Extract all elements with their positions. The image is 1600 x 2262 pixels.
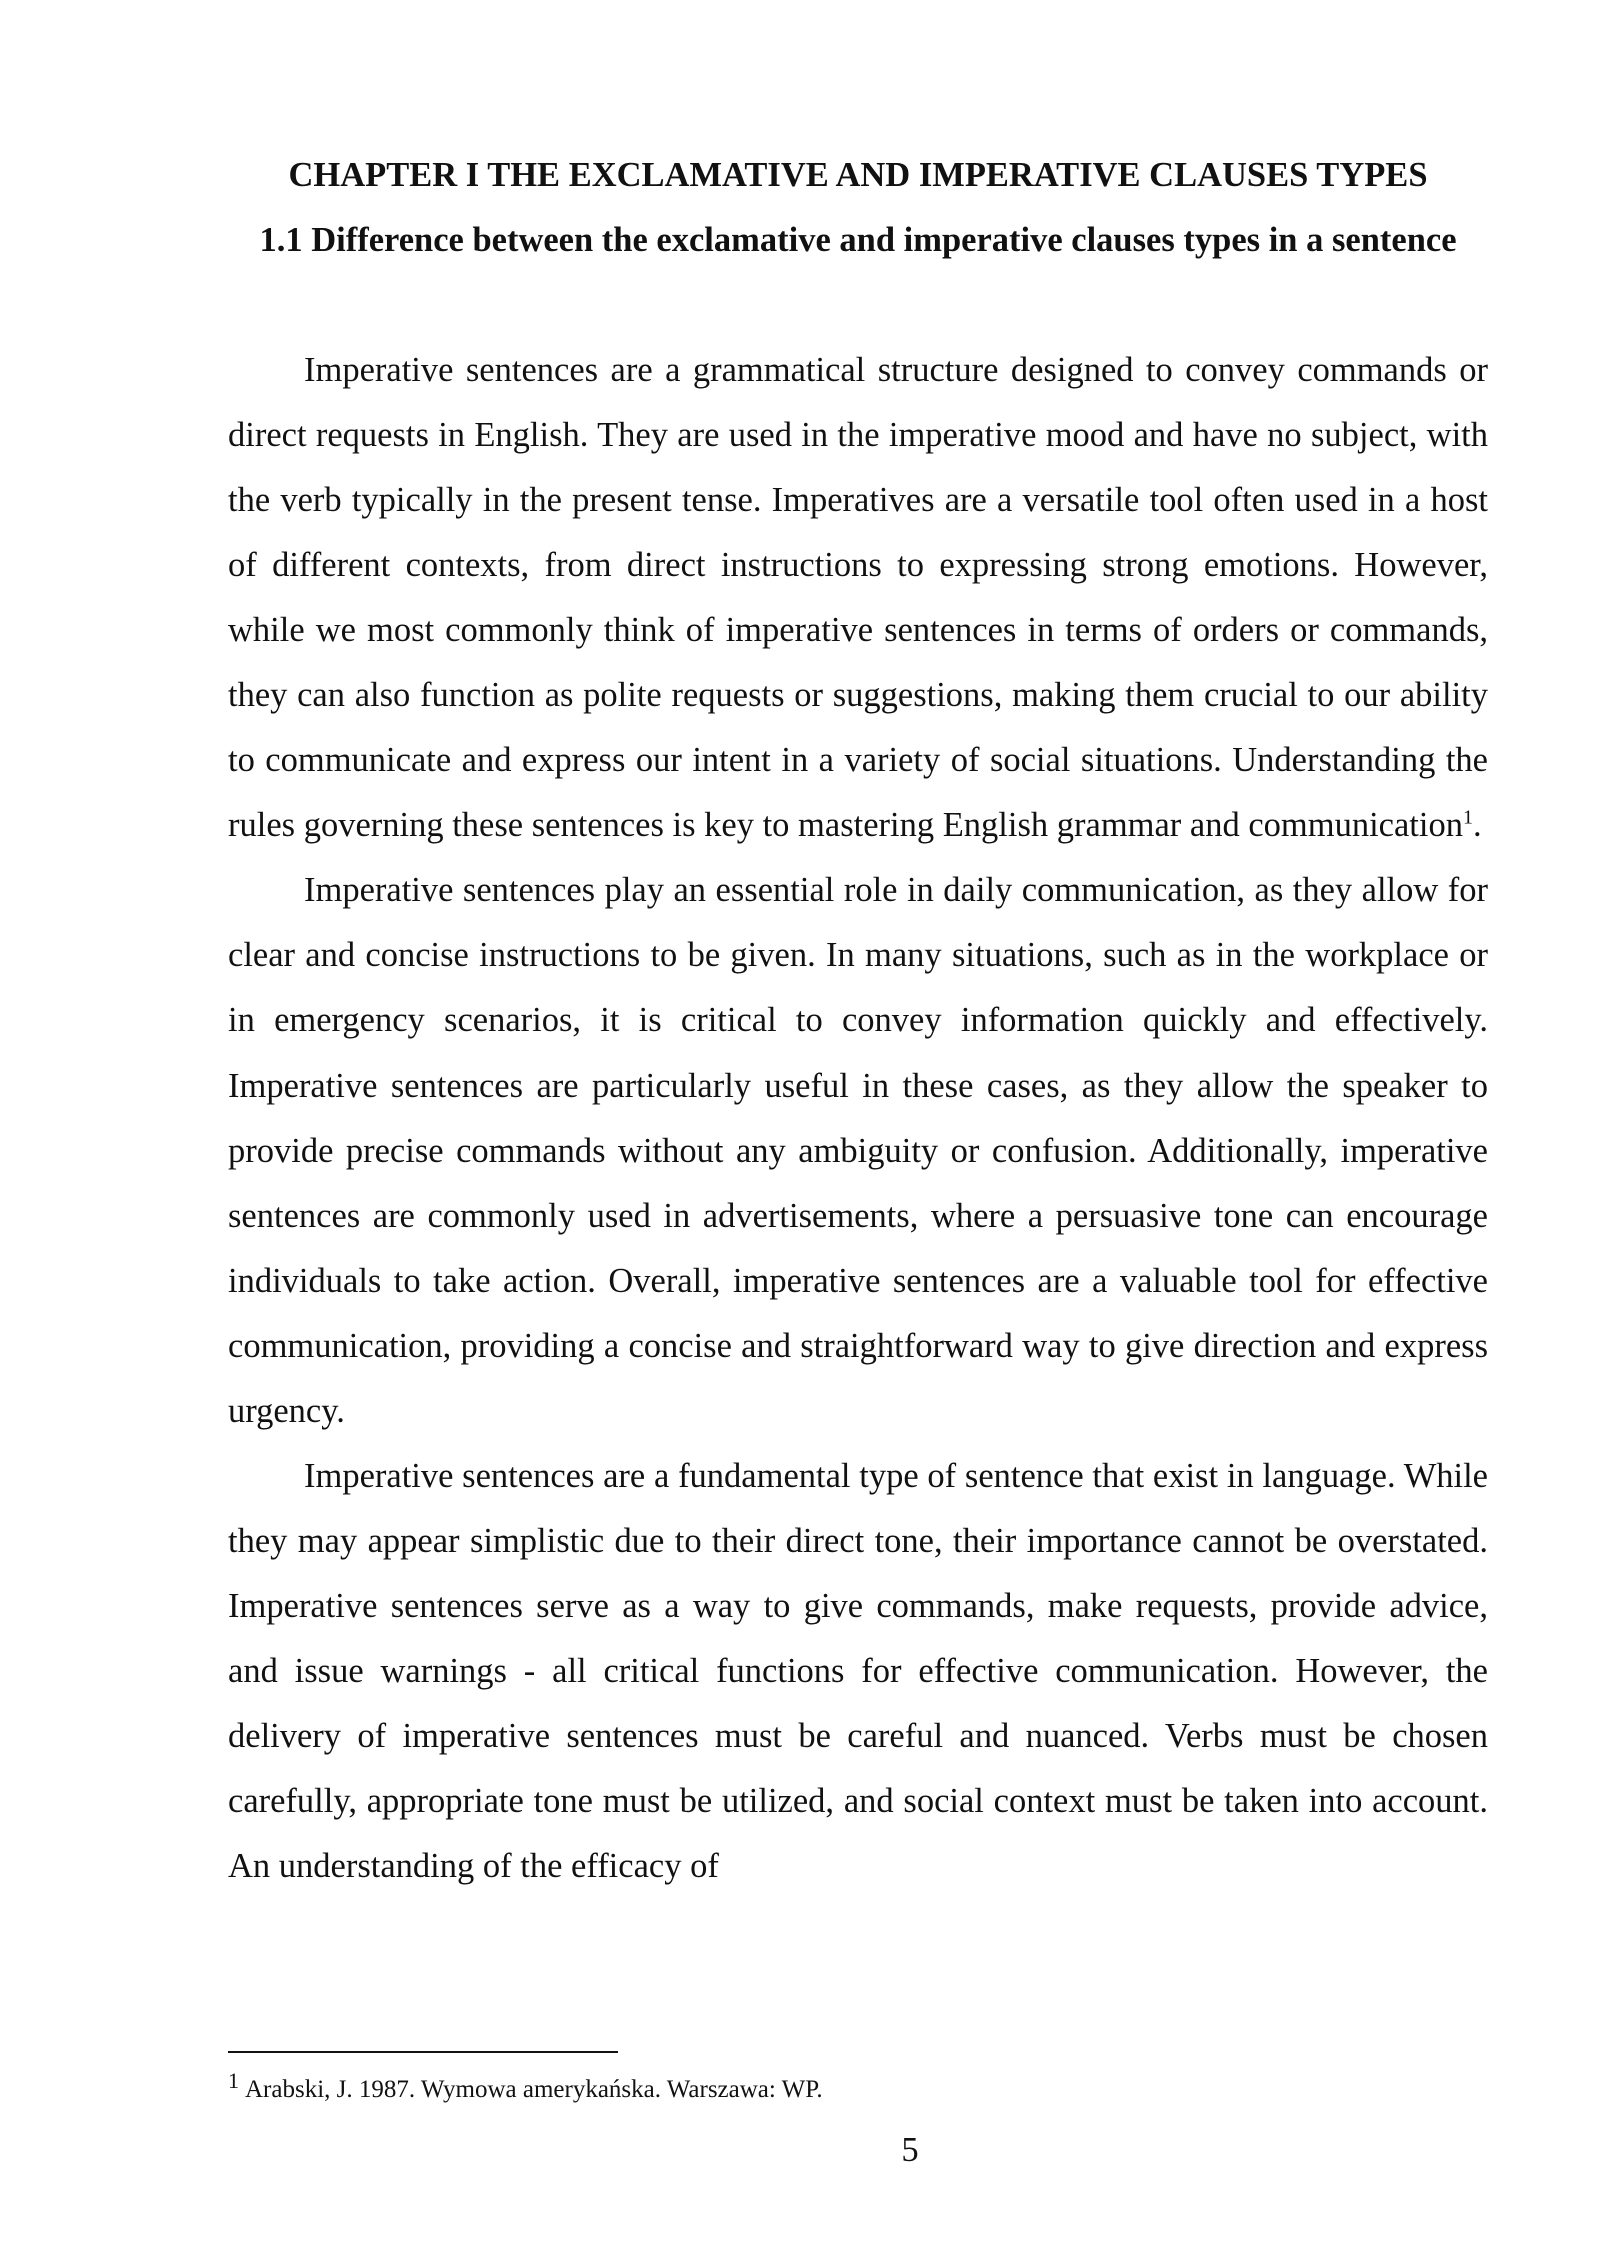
section-title: 1.1 Difference between the exclamative and imperative clauses types in a sentence — [259, 221, 1457, 259]
paragraph-1 — [228, 338, 1488, 858]
page-number: 5 — [901, 2131, 919, 2169]
footnote-text: Arabski, J. 1987. Wymowa amerykańska. Warszawa: WP. — [245, 2076, 823, 2103]
chapter-title: CHAPTER I THE EXCLAMATIVE AND IMPERATIVE CLAUSES TYPES — [288, 156, 1428, 194]
footnote-divider — [228, 2051, 618, 2053]
paragraph-1-end: . — [1472, 806, 1482, 845]
body-text — [228, 338, 1488, 1899]
paragraph-3-text: Imperative sentences are a fundamental type of sentence that exist in language. While they may appear simplistic due to their direct tone, their importance cannot be overstated. Imperative sentences serve as a way to give commands, make requests, provide advice, and issue warnings - all critical functions for effective communication. However, the delivery of imperative sentences must be careful and nuanced. Verbs must be chosen carefully, appropriate tone must be utilized, and social context must be taken into account. An understanding of the efficacy of — [228, 1456, 1488, 1886]
footnote-reference[interactable]: 1 — [1462, 806, 1473, 829]
paragraph-1-text: Imperative sentences are a grammatical structure designed to convey commands or direct requests in English. They are used in the imperative mood and have no subject, with the verb typically in the present tense. Imperatives are a versatile tool often used in a host of different contexts, from direct instructions to expressing strong emotions. However, while we most commonly think of imperative sentences in terms of orders or commands, they can also function as polite requests or suggestions, making them crucial to our ability to communicate and express our intent in a variety of social situations. Understanding the rules governing these sentences is key to mastering English grammar and communication — [228, 351, 1488, 845]
footnote-mark: 1 — [228, 2067, 239, 2093]
paragraph-2-text: Imperative sentences play an essential role in daily communication, as they allow for clear and concise instructions to be given. In many situations, such as in the workplace or in emergency scenarios, it is critical to convey information quickly and effectively. Imperative sentences are particularly useful in these cases, as they allow the speaker to provide precise commands without any ambiguity or confusion. Additionally, imperative sentences are commonly used in advertisements, where a persuasive tone can encourage individuals to take action. Overall, imperative sentences are a valuable tool for effective communication, providing a concise and straightforward way to give direction and express urgency. — [228, 871, 1488, 1430]
paragraph-2 — [228, 858, 1488, 1443]
footnote — [228, 2067, 1488, 2108]
paragraph-3 — [228, 1444, 1488, 1899]
